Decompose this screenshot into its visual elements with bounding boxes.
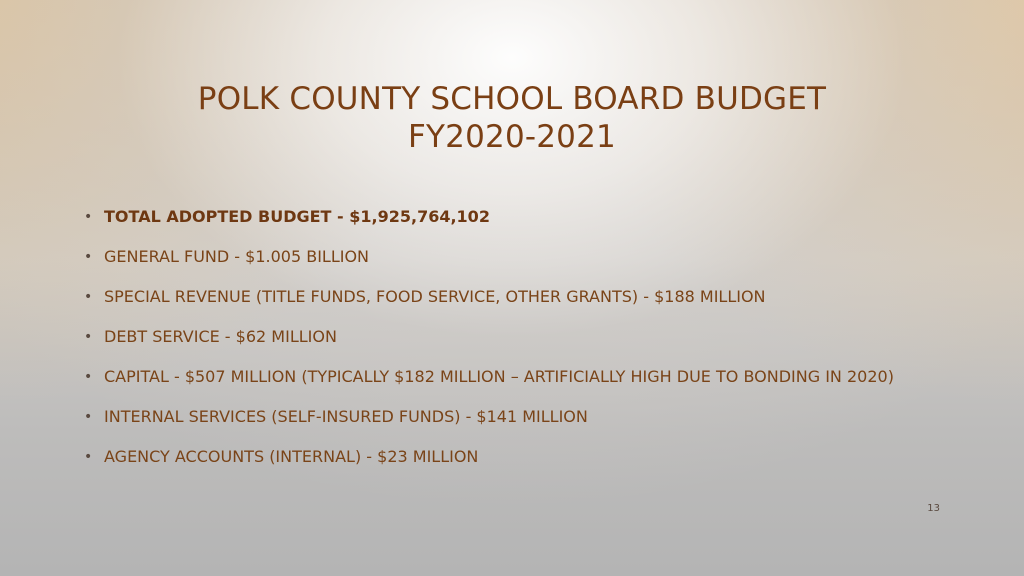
bullet-item-internal-services	[84, 405, 984, 445]
page-number: 13	[927, 503, 940, 514]
bullet-item-agency-accounts	[84, 445, 984, 485]
bullet-icon: •	[84, 249, 93, 265]
bullet-icon: •	[84, 409, 93, 425]
bullet-text: TOTAL ADOPTED BUDGET - $1,925,764,102	[104, 207, 490, 226]
bullet-icon: •	[84, 289, 93, 305]
bullet-text: CAPITAL - $507 MILLION (TYPICALLY $182 MILLION – ARTIFICIALLY HIGH DUE TO BONDING IN 2020)	[104, 367, 894, 386]
bullet-icon: •	[84, 369, 93, 385]
bullet-item-general-fund	[84, 245, 984, 285]
slide-title-line-2: FY2020-2021	[408, 119, 616, 155]
bullet-item-debt-service	[84, 325, 984, 365]
bullet-text: INTERNAL SERVICES (SELF-INSURED FUNDS) - $141 MILLION	[104, 407, 588, 426]
bullet-item-special-revenue	[84, 285, 984, 325]
slide-title-line-1: POLK COUNTY SCHOOL BOARD BUDGET	[197, 81, 827, 117]
slide-title	[0, 80, 1024, 156]
bullet-icon: •	[84, 449, 93, 465]
bullet-icon: •	[84, 209, 93, 225]
bullet-item-capital	[84, 365, 984, 405]
bullet-icon: •	[84, 329, 93, 345]
bullet-text: DEBT SERVICE - $62 MILLION	[104, 327, 337, 346]
bullet-text: AGENCY ACCOUNTS (INTERNAL) - $23 MILLION	[104, 447, 479, 466]
bullet-text: GENERAL FUND - $1.005 BILLION	[104, 247, 370, 266]
bullet-list	[84, 205, 984, 485]
bullet-item-total-budget	[84, 205, 984, 245]
bullet-text: SPECIAL REVENUE (TITLE FUNDS, FOOD SERVICE, OTHER GRANTS) - $188 MILLION	[104, 287, 766, 306]
